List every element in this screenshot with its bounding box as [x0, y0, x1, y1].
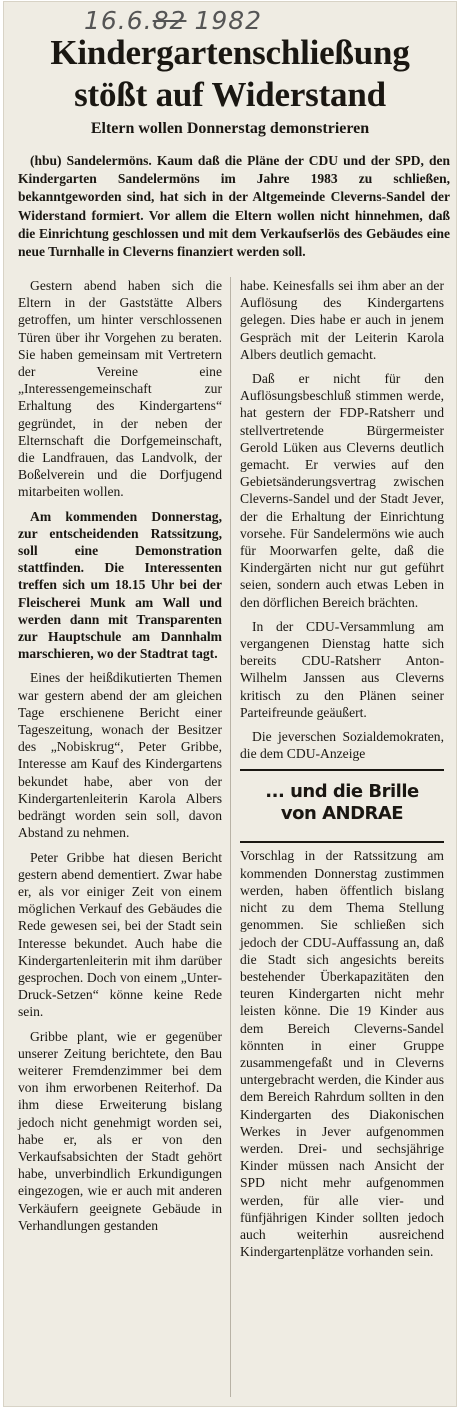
lead-paragraph: (hbu) Sandelermöns. Kaum daß die Pläne der CDU und der SPD, den Kindergarten Sandelermöns im Jahre 1983 zu schließen, bekanntgeworden sind, hat sich in der Altgemeinde Cleverns-Sandel der Widerstand formiert. Vor allem die Eltern wollen nicht hinnehmen, daß die Einrichtung geschlossen und mit dem Verkaufserlös des Gebäudes eine neue Turnhalle in Cleverns finanziert werden soll. [18, 153, 450, 260]
article-column-left [18, 277, 222, 1241]
paragraph-demonstration: Am kommenden Donnerstag, zur entscheidenden Ratssitzung, soll eine Demonstration stattfinden. Die Interessenten treffen sich um 18.15 Uhr bei der Fleischerei Munk am Wall und werden dann mit Transparenten zur Hauptschule am Dannhalm marschieren, wo der Stadtrat tagt. [18, 508, 222, 662]
handwritten-year: 1982 [194, 6, 263, 35]
paragraph: Eines der heißdikutierten Themen war gestern abend der am gleichen Tage erschienene Bericht einer Tageszeitung, wonach der Besitzer des „Nobiskrug“, Peter Gribbe, Interesse am Kauf des Kindergartens bekundet habe, aber von der Kindergartenleiterin Karola Albers bedrängt worden sein soll, davon Abstand zu nehmen. [18, 670, 222, 841]
headline-line-1: Kindergartenschließung [50, 33, 410, 72]
article-column-right [240, 277, 444, 1267]
paragraph: Vorschlag in der Ratssitzung am kommenden Donnerstag zustimmen werden, haben öffentlich bislang nicht zu dem Thema Stellung genommen. Sie schließen sich jedoch der CDU-Auffassung an, daß die Stadt sich angesichts bereits bestehender Überkapazitäten den teuren Kindergarten nicht mehr leisten könne. Die 19 Kinder aus dem Bereich Cleverns-Sandel könnten in einer Gruppe zusammengefaßt und in Cleverns untergebracht werden, die Kinder aus dem Bereich Rahrdum sollten in den Kindergarten des Diakonischen Werkes in Jever aufgenommen werden. Drei- und sechsjährige Kinder müssen nach Ansicht der SPD nicht mehr aufgenommen werden, für alle vier- und fünfjährigen Kinder sollten jedoch auch weiterhin ausreichend Kindergartenplätze vorhanden sein. [240, 848, 444, 1260]
paragraph: Gribbe plant, wie er gegenüber unserer Zeitung berichtete, den Bau weiterer Fremdenzimmer bei dem von ihm erworbenen Reiterhof. Da ihm diese Erweiterung bislang jedoch nicht genehmigt worden sei, habe er, als er von den Verkaufsabsichten der Stadt gehört habe, unverbindlich Erkundigungen eingezogen, wie er auch mit anderen Verkäufern geeignete Gebäude in Verhandlungen gestanden [18, 1028, 222, 1233]
paragraph: Gestern abend haben sich die Eltern in der Gaststätte Albers getroffen, um hinter verschlossenen Türen über ihr Vorgehen zu beraten. Sie haben gemeinsam mit Vertretern der Vereine eine „Interessengemeinschaft zur Erhaltung des Kindergartens“ gegründet, in der neben der Elternschaft die Dorfgemeinschaft, die Landfrauen, das Landvolk, der Boßelverein und die Dorfjugend mitarbeiten wollen. [18, 278, 222, 500]
rule-line [240, 769, 444, 771]
subheadline: Eltern wollen Donnerstag demonstrieren [90, 120, 370, 137]
column-divider [230, 277, 231, 1397]
headline-line-2: stößt auf Widerstand [74, 75, 386, 114]
handwritten-day: 16.6. [84, 6, 153, 35]
paragraph: Peter Gribbe hat diesen Bericht gestern abend dementiert. Zwar habe er, als vor einiger Zeit von einem möglichen Verkauf des Gebäudes die Rede gewesen sei, bei der Stadt sein Interesse bekundet. Auch habe die Kindergartenleiterin mit ihm darüber gesprochen. Doch von einem „Unter-Druck-Setzen“ könne keine Rede sein. [18, 849, 222, 1020]
brille-line-1: und die Brille [290, 781, 419, 803]
handwritten-struck-year: 82 [152, 6, 187, 35]
headline [12, 32, 448, 116]
newspaper-clipping [4, 2, 456, 1406]
paragraph: habe. Keinesfalls sei ihm aber an der Auflösung des Kindergartens gelegen. Dies habe er auch in jenem Gespräch mit der Leiterin Karola Albers deutlich gemacht. [240, 278, 444, 362]
rule-line [240, 841, 444, 843]
ad-insert-brille [240, 775, 444, 835]
brille-line-2: von ANDRAE [280, 803, 404, 825]
paragraph: Daß er nicht für den Auflösungsbeschluß stimmen werde, hat gestern der FDP-Ratsherr und stellvertretende Bürgermeister Gerold Lüken aus Cleverns deutlich gemacht. Er verwies auf den Gebietsänderungsvertrag zwischen Cleverns-Sandel und der Stadt Jever, der die Erhaltung der Einrichtung vorsehe. Für Sandelermöns wie auch für Moorwarfen gelte, daß die Kindergärten nicht nur gut geführt seien, sondern auch etwas Leben in den dörflichen Bereich brächten. [240, 371, 444, 610]
paragraph: Die jeverschen Sozialdemokraten, die dem CDU-Anzeige [240, 729, 444, 762]
paragraph: In der CDU-Versammlung am vergangenen Dienstag hatte sich bereits CDU-Ratsherr Anton-Wilhelm Janssen aus Cleverns kritisch zu den Plänen seiner Parteifreunde geäußert. [240, 618, 444, 720]
handwritten-date [84, 6, 262, 35]
brille-dots: ... [265, 781, 285, 803]
